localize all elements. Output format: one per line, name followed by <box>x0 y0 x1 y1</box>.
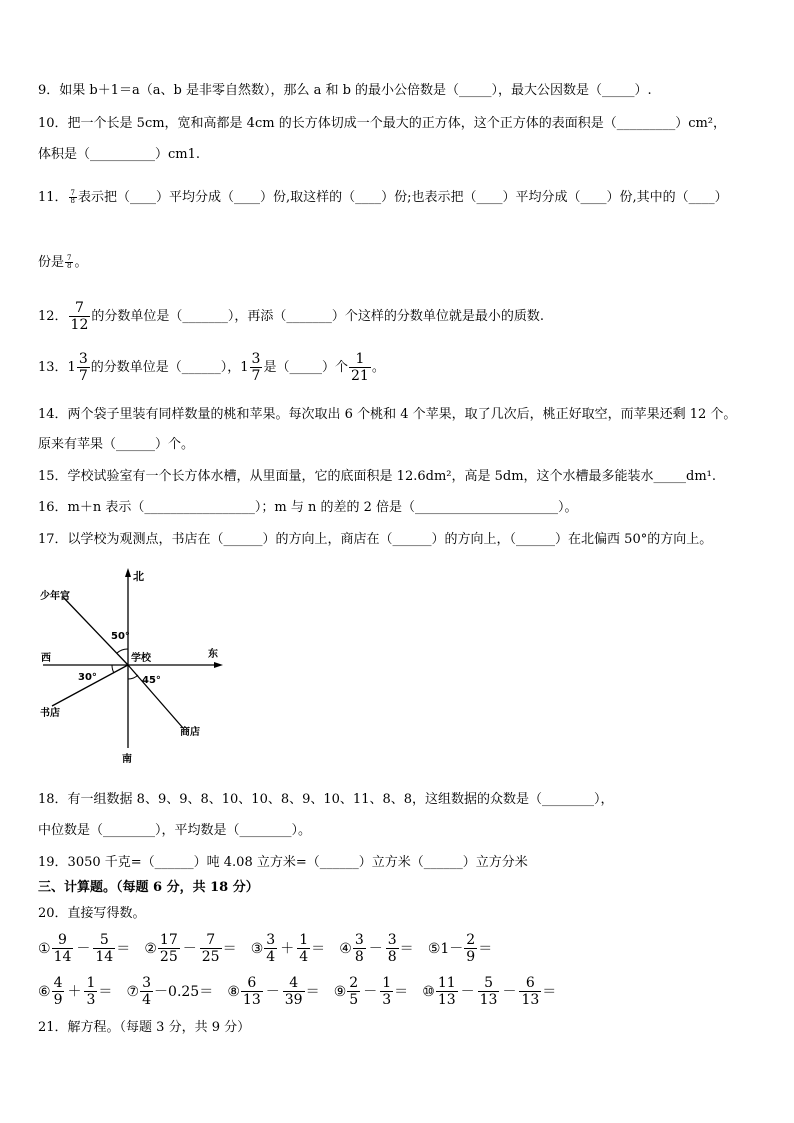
fraction <box>297 932 310 965</box>
fraction <box>353 932 366 965</box>
east-arrow-icon <box>214 662 223 668</box>
denominator: 39 <box>284 992 303 1008</box>
fraction <box>283 975 305 1008</box>
question-18-line2: 中位数是（________），平均数是（________）。 <box>38 823 312 838</box>
question-10-line2: 体积是（__________）cm1. <box>38 147 201 162</box>
equals-sign: ＝ <box>542 983 557 1000</box>
denominator: 8 <box>70 197 76 205</box>
numerator: 5 <box>484 975 494 991</box>
numerator: 7 <box>206 932 216 948</box>
label-school: 学校 <box>131 653 151 664</box>
numerator: 11 <box>437 975 456 991</box>
fraction <box>478 975 500 1008</box>
operator: － <box>76 940 91 957</box>
fraction <box>519 975 541 1008</box>
numerator: 7 <box>75 300 84 316</box>
calc-item <box>251 932 325 965</box>
operator: － <box>363 983 378 1000</box>
label-shop: 商店 <box>180 727 200 738</box>
denominator: 7 <box>78 368 88 384</box>
operator: －0.25＝ <box>154 983 214 1000</box>
calc-item <box>38 932 130 965</box>
denominator: 9 <box>466 949 476 965</box>
numerator: 3 <box>251 351 261 367</box>
fraction <box>464 932 477 965</box>
equals-sign: ＝ <box>222 940 237 957</box>
numerator: 7 <box>67 254 72 262</box>
equals-sign: ＝ <box>311 940 326 957</box>
label-angle-45: 45° <box>142 675 161 686</box>
question-17: 17．以学校为观测点，书店在（______）的方向上，商店在（______）的方向上，（______）在北偏西 50°的方向上。 <box>38 532 713 547</box>
question-14-line1: 14．两个袋子里装有同样数量的桃和苹果。每次取出 6 个桃和 4 个苹果，取了几次后，桃正好取空，而苹果还剩 12 个。 <box>38 407 737 422</box>
equals-sign: ＝ <box>399 940 414 957</box>
label-bookstore: 书店 <box>40 708 60 719</box>
fraction <box>69 300 91 333</box>
item-mark: ① <box>38 940 51 957</box>
denominator: 8 <box>354 949 364 965</box>
denominator: 4 <box>142 992 152 1008</box>
calc-item <box>422 975 556 1008</box>
numerator: 9 <box>58 932 67 948</box>
equals-sign: ＝ <box>98 983 113 1000</box>
section-title: 三、计算题。（每题 6 分，共 18 分） <box>38 880 259 895</box>
denominator: 9 <box>53 992 63 1008</box>
label-east: 东 <box>208 649 218 660</box>
fraction <box>77 351 90 384</box>
numerator: 6 <box>525 975 535 991</box>
mixed-number <box>68 351 91 384</box>
denominator: 14 <box>95 949 114 965</box>
denominator: 5 <box>349 992 359 1008</box>
question-21-title: 21．解方程。（每题 3 分，共 9 分） <box>38 1020 251 1035</box>
fraction <box>69 190 77 205</box>
item-mark: ⑩ <box>422 983 435 1000</box>
denominator: 25 <box>201 949 220 965</box>
denominator: 7 <box>251 368 261 384</box>
question-18-line1: 18．有一组数据 8、9、9、8、10、10、8、9、10、11、8、8，这组数据的众数是（________）， <box>38 792 614 807</box>
question-12 <box>38 300 544 333</box>
fraction <box>65 255 73 270</box>
calc-item <box>38 975 112 1008</box>
fraction <box>200 932 222 965</box>
denominator: 12 <box>70 317 89 333</box>
numerator: 3 <box>354 932 364 948</box>
denominator: 3 <box>382 992 392 1008</box>
operator: － <box>502 983 517 1000</box>
denominator: 4 <box>299 949 309 965</box>
question-13 <box>38 351 385 384</box>
denominator: 13 <box>437 992 456 1008</box>
question-text: 。 <box>371 360 385 375</box>
fraction <box>347 975 360 1008</box>
calc-item <box>428 932 492 965</box>
numerator: 1 <box>355 351 365 367</box>
numerator: 3 <box>78 351 88 367</box>
question-number: 11． <box>38 190 68 205</box>
item-mark: ⑤ <box>427 940 441 957</box>
denominator: 13 <box>479 992 498 1008</box>
numerator: 2 <box>349 975 359 991</box>
denominator: 13 <box>242 992 261 1008</box>
calc-row-2 <box>38 975 566 1008</box>
operator: － <box>460 983 475 1000</box>
question-10-line1: 10．把一个长是 5cm，宽和高都是 4cm 的长方体切成一个最大的正方体，这个正方体的表面积是（_________）cm²， <box>38 116 727 131</box>
fraction <box>264 932 277 965</box>
fraction <box>380 975 393 1008</box>
question-20-title: 20．直接写得数。 <box>38 906 146 921</box>
direction-diagram <box>38 565 238 765</box>
numerator: 1 <box>299 932 309 948</box>
whole-part: 1 <box>67 359 76 375</box>
item-mark: ④ <box>339 940 352 957</box>
north-arrow-icon <box>125 568 131 577</box>
fraction <box>93 932 115 965</box>
denominator: 8 <box>67 262 72 270</box>
operator: ＋ <box>67 983 82 1000</box>
denominator: 14 <box>53 949 72 965</box>
item-mark: ⑨ <box>333 983 347 1000</box>
fraction <box>436 975 458 1008</box>
fraction <box>250 351 263 384</box>
calc-row-1 <box>38 932 502 965</box>
denominator: 4 <box>266 949 276 965</box>
numerator: 5 <box>99 932 109 948</box>
fraction <box>158 932 180 965</box>
fraction <box>84 975 97 1008</box>
fraction <box>140 975 153 1008</box>
whole-part: 1 <box>240 359 249 375</box>
question-text: 份是 <box>38 255 65 270</box>
denominator: 21 <box>350 368 369 384</box>
fraction <box>349 351 371 384</box>
question-14-line2: 原来有苹果（______）个。 <box>38 437 195 452</box>
equals-sign: ＝ <box>116 940 131 957</box>
label-angle-30: 30° <box>78 672 97 683</box>
fraction <box>52 975 65 1008</box>
calc-item <box>227 975 319 1008</box>
operator: ＋ <box>280 940 295 957</box>
denominator: 13 <box>521 992 540 1008</box>
item-mark: ⑦ <box>126 983 140 1000</box>
fraction <box>241 975 263 1008</box>
mixed-number <box>240 351 263 384</box>
label-youth-palace: 少年宫 <box>40 591 70 602</box>
operator: － <box>265 983 280 1000</box>
question-11 <box>38 190 728 206</box>
numerator: 7 <box>70 189 76 197</box>
operator: － <box>368 940 383 957</box>
calc-item <box>127 975 214 1008</box>
operator: － <box>182 940 197 957</box>
calc-item <box>144 932 236 965</box>
fraction <box>386 932 399 965</box>
item-mark: ③ <box>250 940 264 957</box>
question-number: 12． <box>38 309 68 324</box>
denominator: 8 <box>387 949 397 965</box>
fraction <box>52 932 74 965</box>
numerator: 17 <box>159 932 178 948</box>
label-west: 西 <box>41 653 51 664</box>
numerator: 2 <box>466 932 476 948</box>
equals-sign: ＝ <box>478 940 493 957</box>
angle-arc-30 <box>112 665 114 673</box>
numerator: 1 <box>86 975 96 991</box>
denominator: 25 <box>159 949 178 965</box>
numerator: 3 <box>387 932 397 948</box>
denominator: 3 <box>86 992 96 1008</box>
question-text: 的分数单位是（______）， <box>90 360 241 375</box>
question-9: 9．如果 b＋1＝a（a、b 是非零自然数），那么 a 和 b 的最小公倍数是（_____），最大公因数是（_____）. <box>38 83 652 98</box>
numerator: 3 <box>142 975 152 991</box>
numerator: 3 <box>266 932 276 948</box>
question-text: 的分数单位是（_______），再添（_______）个这样的分数单位就是最小的质数. <box>91 309 545 324</box>
label-angle-50: 50° <box>111 631 130 642</box>
question-15: 15．学校试验室有一个长方体水槽，从里面量，它的底面积是 12.6dm²，高是 5dm，这个水槽最多能装水_____dm¹. <box>38 469 717 484</box>
question-11-line2 <box>38 255 88 271</box>
label-south: 南 <box>122 754 132 765</box>
question-text: 表示把（____）平均分成（____）份,取这样的（____）份;也表示把（____）平均分成（____）份,其中的（____） <box>78 190 728 205</box>
question-number: 13． <box>38 360 68 375</box>
item-mark: ⑥ <box>38 983 51 1000</box>
label-north: 北 <box>133 570 144 583</box>
calc-item <box>334 975 408 1008</box>
calc-item <box>339 932 413 965</box>
numerator: 6 <box>247 975 257 991</box>
item-mark: ② <box>144 940 157 957</box>
question-16: 16．m＋n 表示（_________________）；m 与 n 的差的 2 倍是（______________________）。 <box>38 500 578 515</box>
numerator: 4 <box>53 975 63 991</box>
equals-sign: ＝ <box>305 983 320 1000</box>
question-text: 是（_____）个 <box>263 360 348 375</box>
question-19: 19．3050 千克=（______）吨 4.08 立方米=（______）立方米（______）立方分米 <box>38 855 528 870</box>
angle-arc-50 <box>117 649 128 653</box>
numerator: 4 <box>289 975 299 991</box>
numerator: 1 <box>382 975 392 991</box>
equals-sign: ＝ <box>394 983 409 1000</box>
operator: 1－ <box>440 940 464 957</box>
item-mark: ⑧ <box>227 983 240 1000</box>
question-text: 。 <box>74 255 88 270</box>
